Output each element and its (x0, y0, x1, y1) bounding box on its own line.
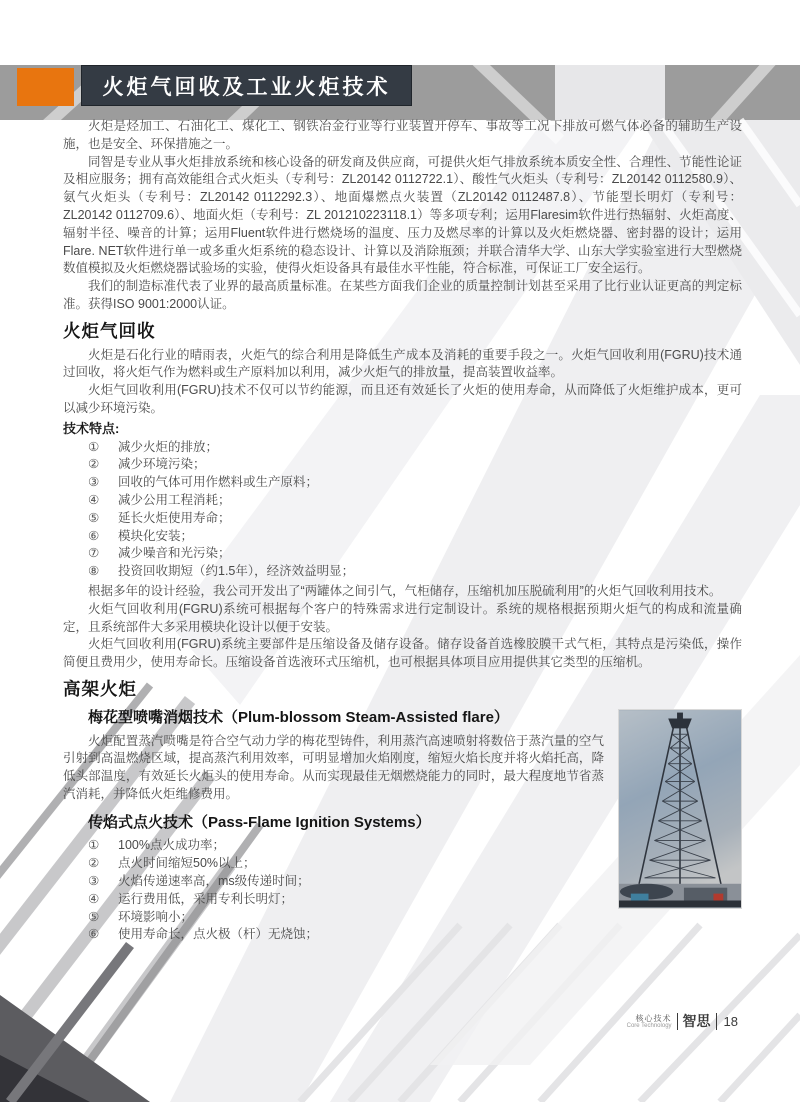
page-header (17, 65, 800, 106)
list-item (88, 439, 742, 457)
list-item (88, 510, 742, 528)
list-item (88, 492, 742, 510)
list-item (88, 855, 604, 873)
list-number: ③ (88, 874, 100, 889)
list-number: ⑥ (88, 927, 100, 942)
footer-section-label (627, 1014, 672, 1030)
list-number: ④ (88, 492, 100, 507)
list-item (88, 909, 604, 927)
list-item (88, 837, 604, 855)
list-number: ② (88, 457, 100, 472)
fgru-paragraph-5: 火炬气回收利用(FGRU)系统主要部件是压缩设备及储存设备。储存设备首选橡胶膜干式气柜，其特点是污染低，操作简便且费用少，使用寿命长。压缩设备首选液环式压缩机，也可根据具体项目应用提供其它类型的压缩机。 (63, 637, 742, 670)
list-number: ⑥ (88, 528, 100, 543)
features-list (88, 439, 742, 581)
title-bar (81, 65, 412, 106)
list-number: ⑧ (88, 564, 100, 579)
fgru-paragraph-3: 根据多年的设计经验，我公司开发出了“两罐体之间引气，气柜储存，压缩机加压脱硫利用”的火炬气回收利用技术。 (88, 583, 722, 598)
fgru-paragraph-4: 火炬气回收利用(FGRU)系统可根据每个客户的特殊需求进行定制设计。系统的规格根据预期火炬气的构成和流量确定，且系统部件大多采用模块化设计以便于安装。 (63, 601, 742, 634)
page-footer (627, 1013, 738, 1030)
list-text: 减少火炬的排放； (118, 439, 219, 454)
section-heading-flare-gas-recovery: 火炬气回收 (63, 320, 156, 341)
intro-paragraph-2: 同智是专业从事火炬排放系统和核心设备的研发商及供应商，可提供火炬气排放系统本质安全性、合理性、节能性论证及相应服务；拥有高效能组合式火炬头（专利号：ZL20142 0112722.1）、酸性气火炬头（专利号：ZL20142 0112580.9）、氨气火炬头（专利号：ZL20142 0112292.3）、地面爆燃点火装置（ZL20142 0112487.8）、节能型长明灯（专利号：ZL20142 0112709.6）、地面火炬（专利号：ZL 201210223118.1）等多项专利；运用Flaresim软件进行热辐射、火炬高度、辐射半径、噪音的计算；运用Fluent软件进行燃烧场的温度、压力及燃尽率的计算以及火炬燃烧器、密封器的设计；运用Flare. NET软件进行单一或多重火炬系统的稳态设计、计算以及消除瓶颈；并联合清华大学、山东大学实验室进行大型燃烧数值模拟及火炬燃烧器试验场的实验，使得火炬设备具有最佳水平性能，符合标准，可保证工厂安全运行。 (63, 154, 742, 276)
brochure-page (0, 65, 800, 1102)
list-item (88, 873, 604, 891)
list-text: 投资回收期短（约1.5年），经济效益明显； (118, 564, 355, 579)
list-text: 减少公用工程消耗； (118, 492, 231, 507)
list-number: ① (88, 439, 100, 454)
list-text: 模块化安装； (118, 528, 194, 543)
fgru-paragraph-2: 火炬气回收利用(FGRU)技术不仅可以节约能源，而且还有效延长了火炬的使用寿命，从而降低了火炬维护成本，更可以减少环境污染。 (63, 383, 742, 415)
footer-brand: 智思 (677, 1013, 717, 1030)
list-item (88, 528, 742, 546)
flare-tower-photo (618, 709, 742, 909)
list-text: 回收的气体可用作燃料或生产原料； (118, 475, 319, 490)
list-number: ⑤ (88, 909, 100, 924)
list-text: 减少噪音和光污染； (118, 546, 231, 561)
intro-paragraph-3: 我们的制造标准代表了业界的最高质量标准。在某些方面我们企业的质量控制计划甚至采用了比行业认证更高的判定标准。获得ISO 9001:2000认证。 (63, 279, 742, 311)
list-text: 100%点火成功率； (118, 838, 225, 853)
fgru-paragraph-1: 火炬是石化行业的晴雨表，火炬气的综合利用是降低生产成本及消耗的重要手段之一。火炬气回收利用(FGRU)技术通过回收，将火炬气作为燃料或生产原料加以利用，减少火炬气的排放量，提高装置收益率。 (63, 347, 742, 380)
list-number: ② (88, 856, 100, 871)
list-item (88, 456, 742, 474)
list-number: ⑦ (88, 546, 100, 561)
features-label: 技术特点: (63, 420, 120, 436)
list-number: ⑤ (88, 510, 100, 525)
list-item (88, 545, 742, 563)
list-text: 运行费用低，采用专利长明灯； (118, 891, 294, 906)
subheading-steam-assisted: 梅花型喷嘴消烟技术（Plum-blossom Steam-Assisted flare） (88, 708, 509, 726)
page-content (0, 106, 800, 946)
page-number: 18 (723, 1014, 738, 1030)
list-item (88, 474, 742, 492)
footer-label-en: Core Technology (626, 1022, 672, 1029)
list-text: 环境影响小； (118, 909, 194, 924)
subheading-ignition: 传焰式点火技术（Pass-Flame Ignition Systems） (88, 813, 431, 831)
footer-label-cn: 核心技术 (635, 1013, 672, 1023)
list-text: 延长火炬使用寿命； (118, 510, 231, 525)
intro-paragraph-1: 火炬是烃加工、石油化工、煤化工、钢铁冶金行业等行业装置开停车、事故等工况下排放可燃气体必备的辅助生产设施，也是安全、环保措施之一。 (63, 119, 742, 151)
list-number: ③ (88, 475, 100, 490)
list-text: 减少环境污染； (118, 457, 206, 472)
list-number: ④ (88, 891, 100, 906)
list-text: 点火时间缩短50%以上； (118, 856, 256, 871)
steam-assisted-paragraph: 火炬配置蒸汽喷嘴是符合空气动力学的梅花型铸件，利用蒸汽高速喷射将数倍于蒸汽量的空气引射到高温燃烧区域，提高蒸汽利用效率，可明显增加火焰刚度，缩短火焰长度并将火焰托高，降低头部温度，有效延长火炬头的使用寿命。从而实现最佳无烟燃烧能力的同时，最大程度地节省蒸汽消耗，并降低火炬维修费用。 (63, 733, 604, 801)
list-number: ① (88, 838, 100, 853)
list-text: 使用寿命长，点火极（杆）无烧蚀； (118, 927, 319, 942)
list-item (88, 891, 604, 909)
orange-accent-square (17, 68, 74, 106)
list-item (88, 563, 742, 581)
list-text: 火焰传递速率高，ms级传递时间； (118, 874, 310, 889)
list-item (88, 926, 742, 944)
section-heading-elevated-flare: 高架火炬 (63, 678, 137, 699)
page-title: 火炬气回收及工业火炬技术 (102, 75, 391, 99)
